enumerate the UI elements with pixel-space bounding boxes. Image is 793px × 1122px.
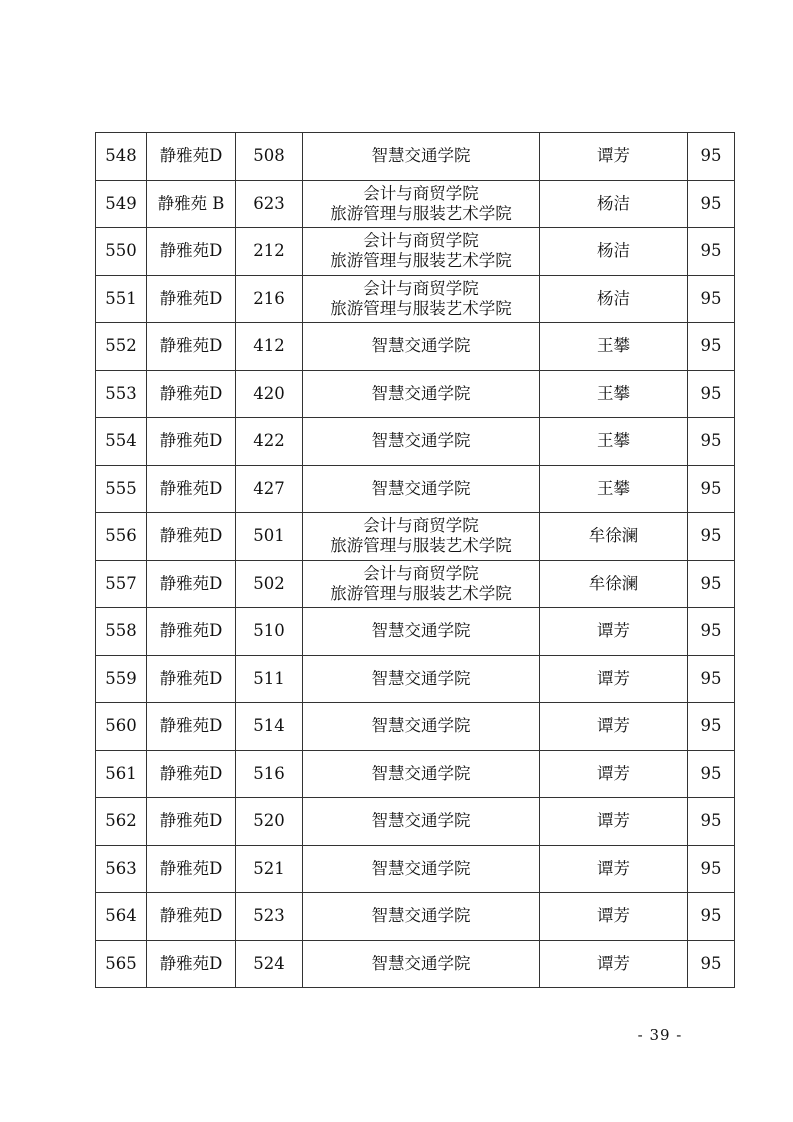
score-cell: 95: [688, 465, 735, 513]
college-cell: [303, 513, 540, 561]
college-name: 智慧交通学院: [371, 383, 471, 403]
room-number-cell: 212: [236, 228, 303, 276]
person-in-charge-cell: 谭芳: [540, 798, 688, 846]
person-in-charge-cell: 牟徐澜: [540, 560, 688, 608]
score-cell: 95: [688, 513, 735, 561]
row-number-cell: 555: [96, 465, 147, 513]
college-cell: [303, 180, 540, 228]
score-cell: 95: [688, 418, 735, 466]
building-cell: 静雅苑D: [147, 750, 236, 798]
score-cell: 95: [688, 228, 735, 276]
college-cell: [303, 703, 540, 751]
person-in-charge-cell: 王攀: [540, 465, 688, 513]
building-cell: 静雅苑D: [147, 513, 236, 561]
college-name: 旅游管理与服装艺术学院: [330, 203, 512, 223]
college-cell: [303, 655, 540, 703]
score-cell: 95: [688, 180, 735, 228]
row-number-cell: 548: [96, 133, 147, 181]
score-cell: 95: [688, 608, 735, 656]
room-number-cell: 510: [236, 608, 303, 656]
score-cell: 95: [688, 703, 735, 751]
building-cell: 静雅苑D: [147, 275, 236, 323]
table-row: [96, 845, 735, 893]
person-in-charge-cell: 杨洁: [540, 275, 688, 323]
college-name: 旅游管理与服装艺术学院: [330, 251, 512, 271]
score-cell: 95: [688, 750, 735, 798]
building-cell: 静雅苑D: [147, 370, 236, 418]
row-number-cell: 559: [96, 655, 147, 703]
building-cell: 静雅苑D: [147, 798, 236, 846]
table-body: [96, 133, 735, 988]
table-row: [96, 465, 735, 513]
person-in-charge-cell: 谭芳: [540, 608, 688, 656]
college-cell: [303, 845, 540, 893]
person-in-charge-cell: 谭芳: [540, 845, 688, 893]
row-number-cell: 564: [96, 893, 147, 941]
room-number-cell: 524: [236, 940, 303, 988]
row-number-cell: 558: [96, 608, 147, 656]
building-cell: 静雅苑D: [147, 560, 236, 608]
college-cell: [303, 228, 540, 276]
building-cell: 静雅苑D: [147, 940, 236, 988]
building-cell: 静雅苑D: [147, 133, 236, 181]
building-cell: 静雅苑D: [147, 418, 236, 466]
college-name: 智慧交通学院: [371, 621, 471, 641]
person-in-charge-cell: 杨洁: [540, 180, 688, 228]
college-cell: [303, 465, 540, 513]
college-name: 智慧交通学院: [371, 146, 471, 166]
row-number-cell: 552: [96, 323, 147, 371]
room-number-cell: 521: [236, 845, 303, 893]
building-cell: 静雅苑D: [147, 845, 236, 893]
person-in-charge-cell: 谭芳: [540, 133, 688, 181]
score-cell: 95: [688, 133, 735, 181]
score-cell: 95: [688, 893, 735, 941]
college-cell: [303, 560, 540, 608]
person-in-charge-cell: 谭芳: [540, 940, 688, 988]
college-cell: [303, 798, 540, 846]
room-number-cell: 523: [236, 893, 303, 941]
college-name: 会计与商贸学院: [363, 563, 479, 583]
row-number-cell: 557: [96, 560, 147, 608]
college-name: 智慧交通学院: [371, 478, 471, 498]
college-cell: [303, 608, 540, 656]
room-number-cell: 514: [236, 703, 303, 751]
row-number-cell: 563: [96, 845, 147, 893]
person-in-charge-cell: 王攀: [540, 370, 688, 418]
college-cell: [303, 418, 540, 466]
college-name: 会计与商贸学院: [363, 231, 479, 251]
college-name: 会计与商贸学院: [363, 183, 479, 203]
college-name: 会计与商贸学院: [363, 278, 479, 298]
score-cell: 95: [688, 655, 735, 703]
score-cell: 95: [688, 275, 735, 323]
score-cell: 95: [688, 370, 735, 418]
room-number-cell: 420: [236, 370, 303, 418]
college-cell: [303, 940, 540, 988]
table-row: [96, 133, 735, 181]
page-number: - 39 -: [637, 1026, 683, 1044]
row-number-cell: 560: [96, 703, 147, 751]
table-row: [96, 940, 735, 988]
building-cell: 静雅苑D: [147, 893, 236, 941]
table-row: [96, 323, 735, 371]
row-number-cell: 551: [96, 275, 147, 323]
row-number-cell: 553: [96, 370, 147, 418]
room-number-cell: 508: [236, 133, 303, 181]
score-cell: 95: [688, 845, 735, 893]
person-in-charge-cell: 谭芳: [540, 703, 688, 751]
table-row: [96, 418, 735, 466]
building-cell: 静雅苑 B: [147, 180, 236, 228]
person-in-charge-cell: 王攀: [540, 418, 688, 466]
person-in-charge-cell: 王攀: [540, 323, 688, 371]
table-row: [96, 893, 735, 941]
building-cell: 静雅苑D: [147, 228, 236, 276]
room-number-cell: 427: [236, 465, 303, 513]
row-number-cell: 556: [96, 513, 147, 561]
row-number-cell: 562: [96, 798, 147, 846]
room-number-cell: 516: [236, 750, 303, 798]
room-number-cell: 502: [236, 560, 303, 608]
room-number-cell: 422: [236, 418, 303, 466]
person-in-charge-cell: 谭芳: [540, 893, 688, 941]
table-row: [96, 750, 735, 798]
room-number-cell: 501: [236, 513, 303, 561]
college-name: 旅游管理与服装艺术学院: [330, 536, 512, 556]
dormitory-table: [95, 132, 735, 988]
person-in-charge-cell: 谭芳: [540, 655, 688, 703]
table-row: [96, 513, 735, 561]
building-cell: 静雅苑D: [147, 655, 236, 703]
table-row: [96, 560, 735, 608]
college-name: 智慧交通学院: [371, 811, 471, 831]
person-in-charge-cell: 谭芳: [540, 750, 688, 798]
score-cell: 95: [688, 560, 735, 608]
row-number-cell: 554: [96, 418, 147, 466]
score-cell: 95: [688, 323, 735, 371]
score-cell: 95: [688, 940, 735, 988]
room-number-cell: 511: [236, 655, 303, 703]
table-row: [96, 275, 735, 323]
score-cell: 95: [688, 798, 735, 846]
college-name: 智慧交通学院: [371, 763, 471, 783]
college-cell: [303, 133, 540, 181]
college-name: 智慧交通学院: [371, 906, 471, 926]
college-name: 旅游管理与服装艺术学院: [330, 298, 512, 318]
building-cell: 静雅苑D: [147, 608, 236, 656]
table-row: [96, 655, 735, 703]
college-name: 智慧交通学院: [371, 336, 471, 356]
college-name: 旅游管理与服装艺术学院: [330, 583, 512, 603]
table-row: [96, 608, 735, 656]
table-row: [96, 370, 735, 418]
college-cell: [303, 750, 540, 798]
college-name: 智慧交通学院: [371, 431, 471, 451]
college-cell: [303, 370, 540, 418]
college-cell: [303, 893, 540, 941]
room-number-cell: 623: [236, 180, 303, 228]
table-row: [96, 798, 735, 846]
row-number-cell: 550: [96, 228, 147, 276]
college-name: 智慧交通学院: [371, 716, 471, 736]
room-number-cell: 412: [236, 323, 303, 371]
row-number-cell: 549: [96, 180, 147, 228]
building-cell: 静雅苑D: [147, 703, 236, 751]
college-name: 智慧交通学院: [371, 953, 471, 973]
college-name: 智慧交通学院: [371, 858, 471, 878]
table-row: [96, 180, 735, 228]
room-number-cell: 520: [236, 798, 303, 846]
person-in-charge-cell: 杨洁: [540, 228, 688, 276]
table-row: [96, 228, 735, 276]
college-name: 会计与商贸学院: [363, 516, 479, 536]
row-number-cell: 565: [96, 940, 147, 988]
table-row: [96, 703, 735, 751]
room-number-cell: 216: [236, 275, 303, 323]
college-name: 智慧交通学院: [371, 668, 471, 688]
building-cell: 静雅苑D: [147, 465, 236, 513]
building-cell: 静雅苑D: [147, 323, 236, 371]
college-cell: [303, 275, 540, 323]
row-number-cell: 561: [96, 750, 147, 798]
college-cell: [303, 323, 540, 371]
person-in-charge-cell: 牟徐澜: [540, 513, 688, 561]
